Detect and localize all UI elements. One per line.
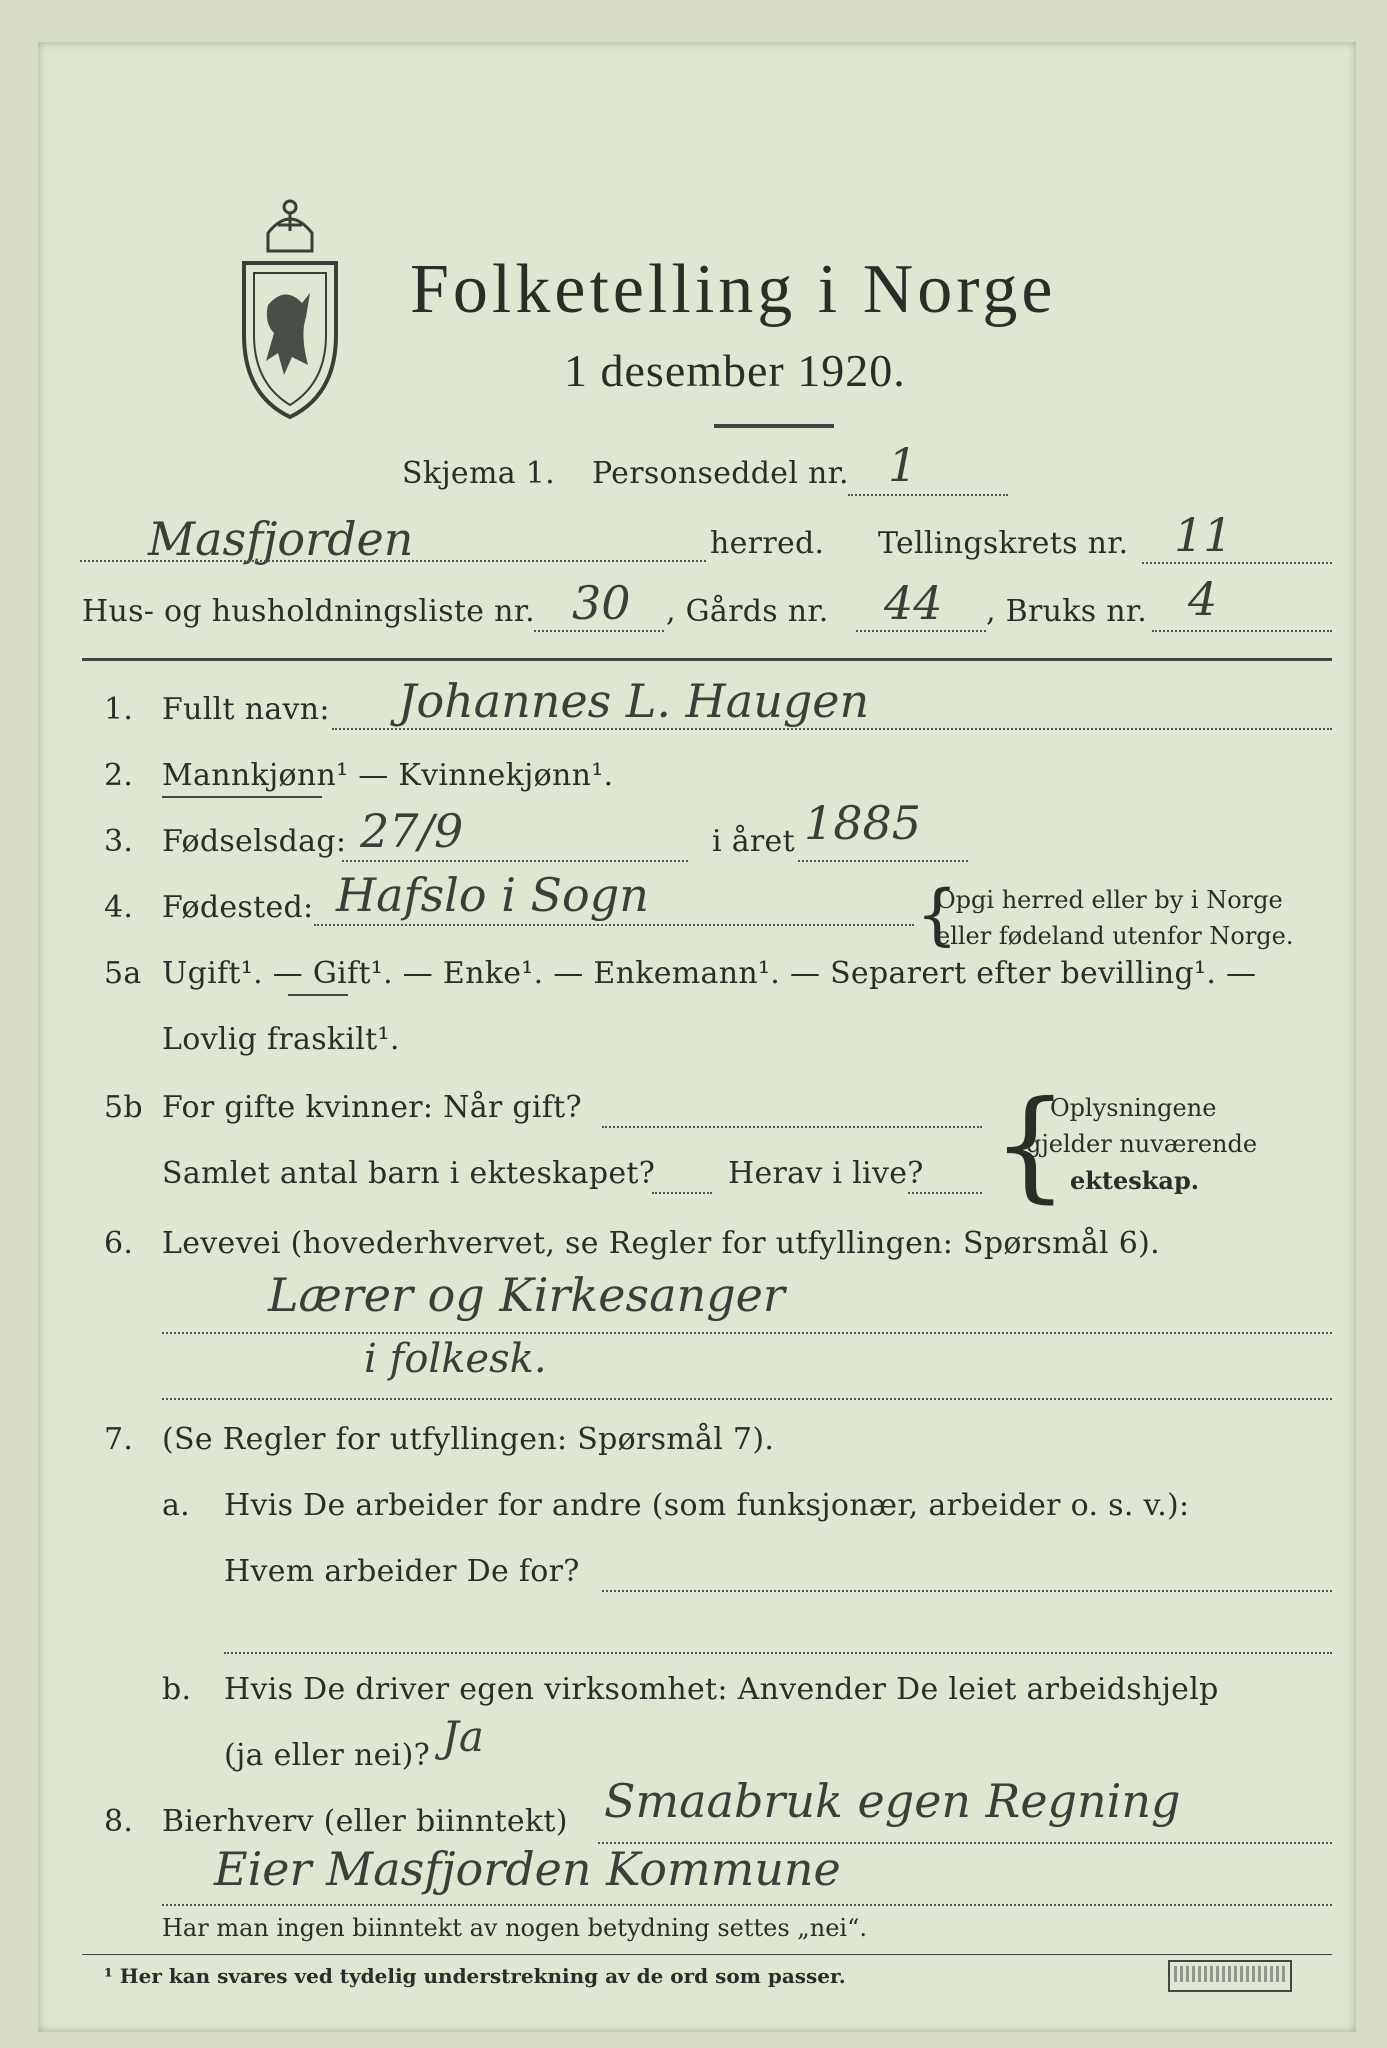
q3-label: Fødselsdag:	[162, 824, 347, 859]
census-form	[38, 42, 1356, 2032]
q6-number: 6.	[104, 1226, 134, 1261]
marital-status-divorced[interactable]: Lovlig fraskilt¹.	[162, 1022, 400, 1057]
brace-icon: {	[916, 876, 958, 953]
gift-underline	[288, 994, 348, 996]
printer-stamp	[1168, 1960, 1292, 1992]
brace-icon: {	[992, 1076, 1069, 1215]
occupation-label: Levevei (hovederhvervet, se Regler for utfyllingen: Spørsmål 6).	[162, 1226, 1160, 1261]
hus-value[interactable]: 30	[572, 576, 631, 630]
form-title: Folketelling i Norge	[410, 251, 1057, 328]
q8-number: 8.	[104, 1804, 134, 1839]
q5a-number: 5a	[104, 956, 142, 991]
side-income-value-1[interactable]: Smaabruk egen Regning	[604, 1774, 1181, 1828]
schema-label: Skjema 1.	[402, 456, 555, 491]
q7b-letter: b.	[162, 1672, 192, 1707]
tellingskrets-label: Tellingskrets nr.	[878, 526, 1129, 561]
full-name-value[interactable]: Johannes L. Haugen	[398, 674, 870, 728]
census-date: 1 desember 1920.	[564, 345, 906, 396]
children-total-label: Samlet antal barn i ekteskapet?	[162, 1156, 656, 1191]
occupation-value-1[interactable]: Lærer og Kirkesanger	[268, 1268, 785, 1322]
bruks-label: , Bruks nr.	[986, 594, 1148, 629]
marriage-note-3: ekteskap.	[1070, 1166, 1200, 1195]
q2-number: 2.	[104, 758, 134, 793]
marriage-note-2: gjelder nuværende	[1026, 1130, 1258, 1158]
herred-value[interactable]: Masfjorden	[148, 512, 414, 566]
married-when-label: For gifte kvinner: Når gift?	[162, 1090, 582, 1125]
q1-label: Fullt navn:	[162, 692, 330, 727]
q1-number: 1.	[104, 692, 134, 727]
tellingskrets-value[interactable]: 11	[1174, 508, 1233, 562]
q7a-line2: Hvem arbeider De for?	[224, 1554, 580, 1589]
q5b-number: 5b	[104, 1090, 143, 1125]
birthplace-note-1: Opgi herred eller by i Norge	[936, 886, 1283, 914]
q7a-line1: Hvis De arbeider for andre (som funksjonær, arbeider o. s. v.):	[224, 1488, 1190, 1523]
q3-number: 3.	[104, 824, 134, 859]
q7-number: 7.	[104, 1422, 134, 1457]
footnote: ¹ Her kan svares ved tydelig understrekning av de ord som passer.	[104, 1964, 846, 1988]
header-divider	[82, 658, 1332, 661]
norway-coat-of-arms-icon	[230, 185, 350, 425]
side-income-value-2[interactable]: Eier Masfjorden Kommune	[214, 1842, 841, 1896]
marital-status-options[interactable]: Ugift¹. — Gift¹. — Enke¹. — Enkemann¹. — Separert efter bevilling¹. —	[162, 956, 1257, 991]
birthday-value[interactable]: 27/9	[360, 804, 464, 858]
q7a-letter: a.	[162, 1488, 191, 1523]
personseddel-value[interactable]: 1	[888, 438, 918, 492]
birth-year-value[interactable]: 1885	[804, 796, 922, 850]
year-label: i året	[712, 824, 795, 859]
male-underline	[162, 796, 322, 798]
children-alive-label: Herav i live?	[728, 1156, 924, 1191]
hus-label: Hus- og husholdningsliste nr.	[82, 594, 535, 629]
herred-label: herred.	[710, 526, 825, 561]
q7-label: (Se Regler for utfyllingen: Spørsmål 7).	[162, 1422, 775, 1457]
personseddel-label: Personseddel nr.	[592, 456, 849, 491]
birthplace-note-2: eller fødeland utenfor Norge.	[936, 922, 1294, 950]
gender-options[interactable]: Mannkjønn¹ — Kvinnekjønn¹.	[162, 758, 614, 793]
gards-value[interactable]: 44	[884, 576, 943, 630]
footnote-divider	[82, 1954, 1332, 1955]
hired-help-value[interactable]: Ja	[442, 1712, 484, 1761]
q7b-line1: Hvis De driver egen virksomhet: Anvender De leiet arbeidshjelp	[224, 1672, 1219, 1707]
marriage-note-1: Oplysningene	[1050, 1094, 1217, 1122]
q4-number: 4.	[104, 890, 134, 925]
gards-label: , Gårds nr.	[666, 594, 829, 629]
occupation-value-2[interactable]: i folkesk.	[364, 1336, 547, 1382]
side-income-note: Har man ingen biinntekt av nogen betydning settes „nei“.	[162, 1914, 867, 1942]
q7b-line2: (ja eller nei)?	[224, 1738, 430, 1773]
title-divider	[714, 424, 834, 428]
q4-label: Fødested:	[162, 890, 314, 925]
bruks-value[interactable]: 4	[1188, 572, 1218, 626]
birthplace-value[interactable]: Hafslo i Sogn	[336, 868, 649, 922]
side-income-label: Bierhverv (eller biinntekt)	[162, 1804, 568, 1839]
